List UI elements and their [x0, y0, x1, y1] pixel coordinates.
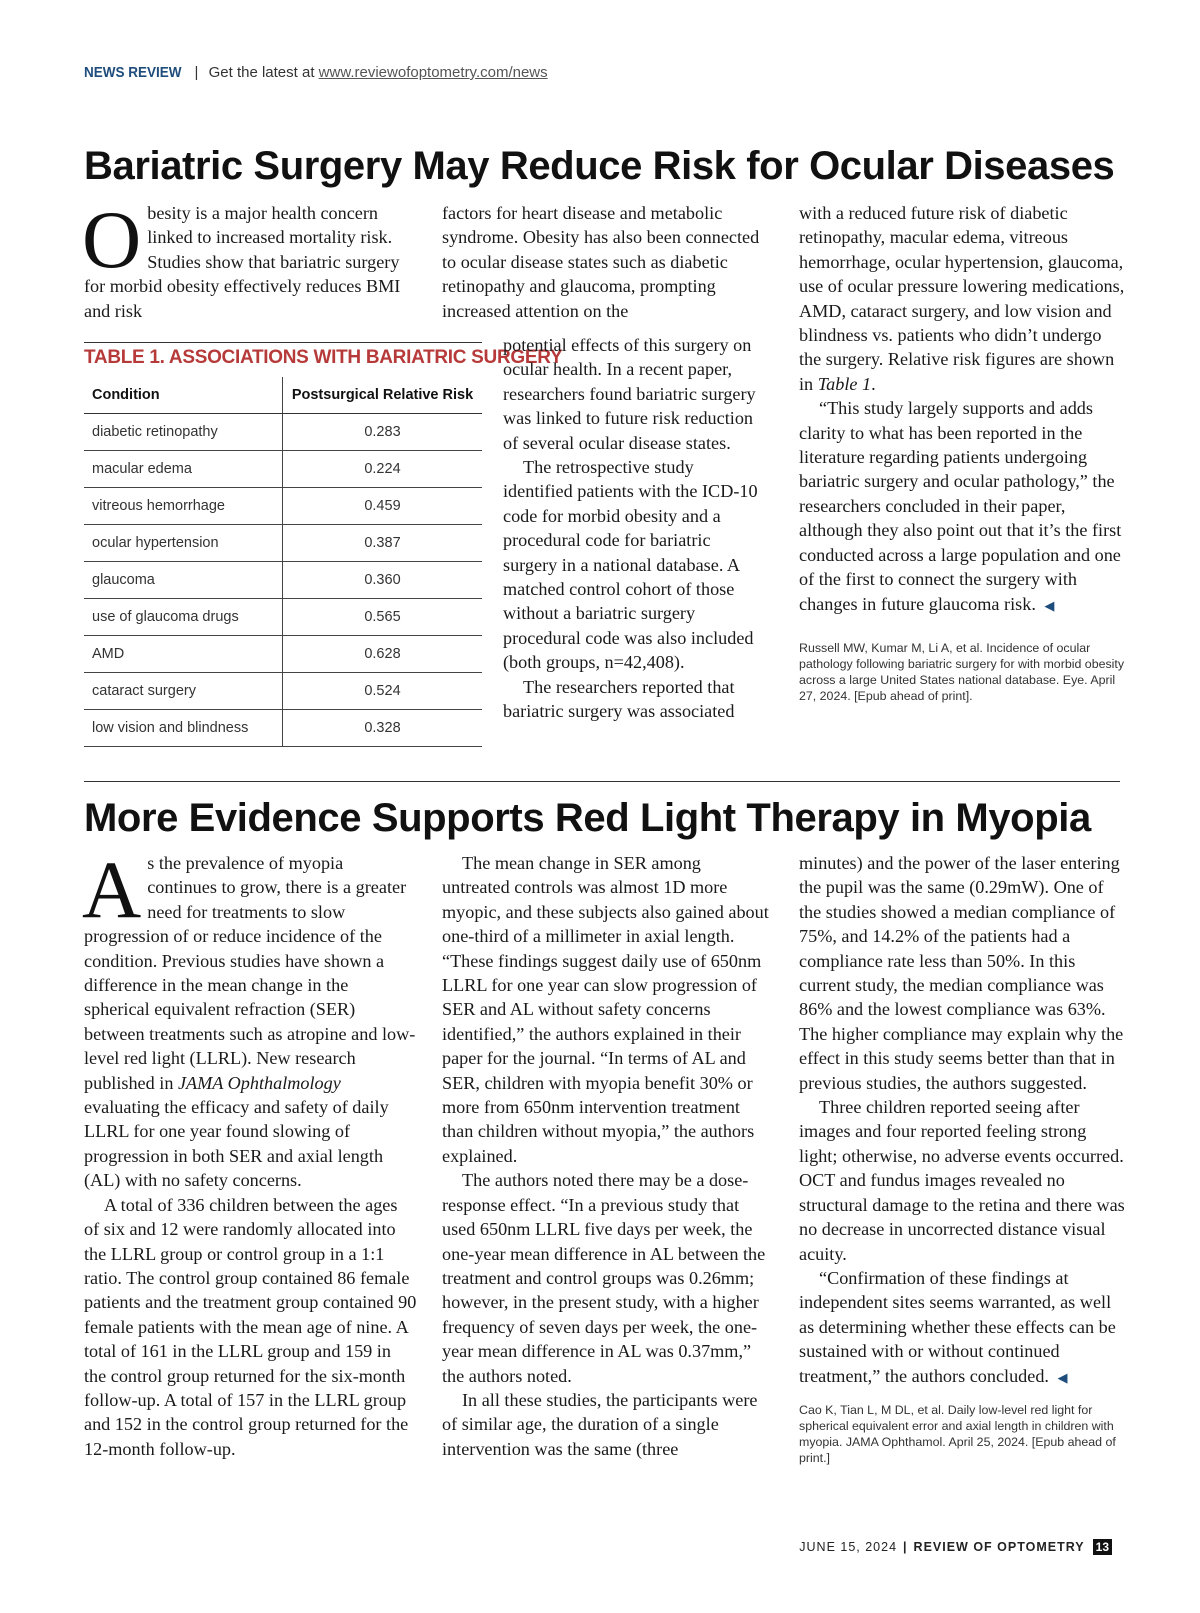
section-label: NEWS REVIEW [84, 64, 182, 81]
page-footer [799, 1539, 1112, 1555]
article1-p1-cont2: potential effects of this surgery on ocular health. In a recent paper, researchers found bariatric surgery was linked to future risk reduction of several ocular disease states. [503, 335, 756, 453]
issue-date: JUNE 15, 2024 [799, 1540, 898, 1554]
article1-p1: besity is a major health concern linked to increased mortality risk. Studies show that bariatric surgery for morbid obesity effectively reduces BMI and risk [84, 203, 401, 321]
magazine-name: REVIEW OF OPTOMETRY [913, 1540, 1085, 1554]
table-cell-condition: ocular hypertension [84, 525, 283, 561]
table-header-risk: Postsurgical Relative Risk [291, 387, 474, 403]
table-row [84, 710, 482, 747]
table-cell-condition: macular edema [84, 451, 283, 487]
table-row [84, 451, 482, 488]
table-cell-condition: low vision and blindness [84, 710, 283, 746]
table-title: TABLE 1. ASSOCIATIONS WITH BARIATRIC SURGERY [84, 347, 563, 368]
article2-dropcap: A [82, 844, 142, 935]
article2-headline: More Evidence Supports Red Light Therapy in Myopia [84, 796, 1091, 840]
article1-col1 [82, 194, 402, 323]
table-row [84, 599, 482, 636]
article1-col2-top [442, 201, 760, 323]
footer-separator: | [903, 1540, 908, 1554]
table-header-row [84, 377, 482, 414]
article1-p2: The retrospective study identified patients with the ICD-10 code for morbid obesity and a procedural code for bariatric surgery in a national database. A matched control cohort of those without a bariatric surgery procedural code was also included (both groups, n=42,408). [503, 457, 758, 673]
article2-p6: Three children reported seeing after images and four reported feeling strong light; otherwise, no adverse events occurred. OCT and fundus images revealed no structural damage to the retina and there was no decrease in uncorrected distance visual acuity. [799, 1097, 1125, 1264]
end-mark-icon: ◀ [1057, 1369, 1068, 1385]
article1-p3-cont: with a reduced future risk of diabetic retinopathy, macular edema, vitreous hemorrhage, ocular hypertension, glaucoma, use of ocular pressure lowering medications, AMD, cataract surgery, and low vision and blindness vs. patients who didn’t undergo the surgery. Relative risk figures are shown in [799, 203, 1125, 394]
sentence-end: . [871, 373, 876, 394]
table-cell-risk: 0.459 [364, 498, 401, 514]
table-reference: Table 1 [817, 373, 872, 394]
article2-reference: Cao K, Tian L, M DL, et al. Daily low-level red light for spherical equivalent error and axial length in children with myopia. JAMA Ophthamol. April 25, 2024. [Epub ahead of print.] [799, 1402, 1116, 1465]
article2-p5-cont: minutes) and the power of the laser entering the pupil was the same (0.29mW). One of the studies showed a median compliance of 75%, and 14.2% of the patients had a compliance rate less than 50%. In this current study, the median compliance was 86% and the lowest compliance was 63%. The higher compliance may explain why the effect in this study seems better than that in previous studies, the authors suggested. [799, 853, 1124, 1093]
table-cell-risk: 0.328 [364, 720, 401, 736]
end-mark-icon: ◀ [1044, 597, 1055, 613]
article2-p3: The mean change in SER among untreated controls was almost 1D more myopic, and these subjects also gained about one-third of a millimeter in axial length. “These findings suggest daily use of 650nm LLRL for one year can slow progression of SER and AL without safety concerns identified,” the authors explained in their paper for the journal. “In terms of AL and SER, children with myopia benefit 30% or more from 650nm intervention treatment than children without myopia,” the authors explained. [442, 853, 769, 1166]
article2-p2: A total of 336 children between the ages of six and 12 were randomly allocated into the LLRL group or control group in a 1:1 ratio. The control group contained 86 female patients and the treatment group contained 90 female patients with the mean age of nine. A total of 161 in the LLRL group and 159 in the control group returned for the six-month follow-up. A total of 157 in the LLRL group and 152 in the control group returned for the 12-month follow-up. [84, 1194, 417, 1459]
article2-p1a: s the prevalence of myopia continues to grow, there is a greater need for treatments to slow progression of or reduce incidence of the condition. Previous studies have shown a difference in the mean change in the spherical equivalent refraction (SER) between treatments such as atropine and low-level red light (LLRL). New research published in [84, 853, 416, 1093]
article1-reference: Russell MW, Kumar M, Li A, et al. Incidence of ocular pathology following bariatric surgery for with morbid obesity across a large United States national database. Eye. April 27, 2024. [Epub ahead of print]. [799, 640, 1125, 703]
article2-col2 [442, 851, 770, 1461]
table-cell-condition: glaucoma [84, 562, 283, 598]
table-row [84, 488, 482, 525]
article2-col1 [82, 844, 417, 1461]
table-row [84, 673, 482, 710]
table-row [84, 414, 482, 451]
table-cell-condition: AMD [84, 636, 283, 672]
page-number: 13 [1093, 1539, 1112, 1555]
table-cell-risk: 0.360 [364, 572, 401, 588]
news-link[interactable]: www.reviewofoptometry.com/news [318, 64, 548, 81]
table-row [84, 562, 482, 599]
table-row [84, 525, 482, 562]
section-divider [84, 781, 1120, 782]
table-cell-condition: cataract surgery [84, 673, 283, 709]
article2-p1b: evaluating the efficacy and safety of daily LLRL for one year found slowing of progression in both SER and axial length (AL) with no safety concerns. [84, 1097, 389, 1191]
article1-p4: “This study largely supports and adds clarity to what has been reported in the literature regarding patients undergoing bariatric surgery and ocular pathology,” the researchers concluded in their paper, although they also point out that it’s the first conducted across a large population and one of the first to connect the surgery with changes in future glaucoma risk. [799, 398, 1122, 614]
article1-dropcap: O [82, 194, 142, 285]
table-cell-risk: 0.628 [364, 646, 401, 662]
running-header: NEWS REVIEW | Get the latest at www.reviewofoptometry.com/news [84, 64, 548, 81]
table-cell-condition: diabetic retinopathy [84, 414, 283, 450]
journal-name: JAMA Ophthalmology [177, 1072, 341, 1093]
article1-col2-bottom [503, 333, 763, 724]
table-cell-risk: 0.565 [364, 609, 401, 625]
article1-headline: Bariatric Surgery May Reduce Risk for Ocular Diseases [84, 144, 1115, 188]
table-cell-risk: 0.224 [364, 461, 401, 477]
article2-p5: In all these studies, the participants were of similar age, the duration of a single intervention was the same (three [442, 1389, 758, 1459]
article1-col3 [799, 201, 1127, 704]
table-header-condition: Condition [84, 377, 283, 413]
table-cell-risk: 0.524 [364, 683, 401, 699]
article1-p1-cont: factors for heart disease and metabolic syndrome. Obesity has also been connected to ocular disease states such as diabetic retinopathy and glaucoma, prompting increased attention on the [442, 203, 760, 321]
header-tagline: Get the latest at [208, 64, 315, 81]
table-cell-risk: 0.283 [364, 424, 401, 440]
table-associations [84, 342, 563, 747]
table-cell-condition: vitreous hemorrhage [84, 488, 283, 524]
table-row [84, 636, 482, 673]
article2-p4: The authors noted there may be a dose-response effect. “In a previous study that used 650nm LLRL five days per week, the one-year mean difference in AL between the treatment and control groups was 0.26mm; however, in the present study, with a higher frequency of seven days per week, the one-year mean difference in AL was 0.37mm,” the authors noted. [442, 1170, 766, 1386]
article1-p3: The researchers reported that bariatric surgery was associated [503, 676, 735, 722]
table-cell-risk: 0.387 [364, 535, 401, 551]
article2-p7: “Confirmation of these findings at independent sites seems warranted, as well as determining whether these effects can be sustained with or without continued treatment,” the authors concluded. [799, 1267, 1116, 1386]
article2-col3 [799, 851, 1129, 1466]
table-cell-condition: use of glaucoma drugs [84, 599, 283, 635]
